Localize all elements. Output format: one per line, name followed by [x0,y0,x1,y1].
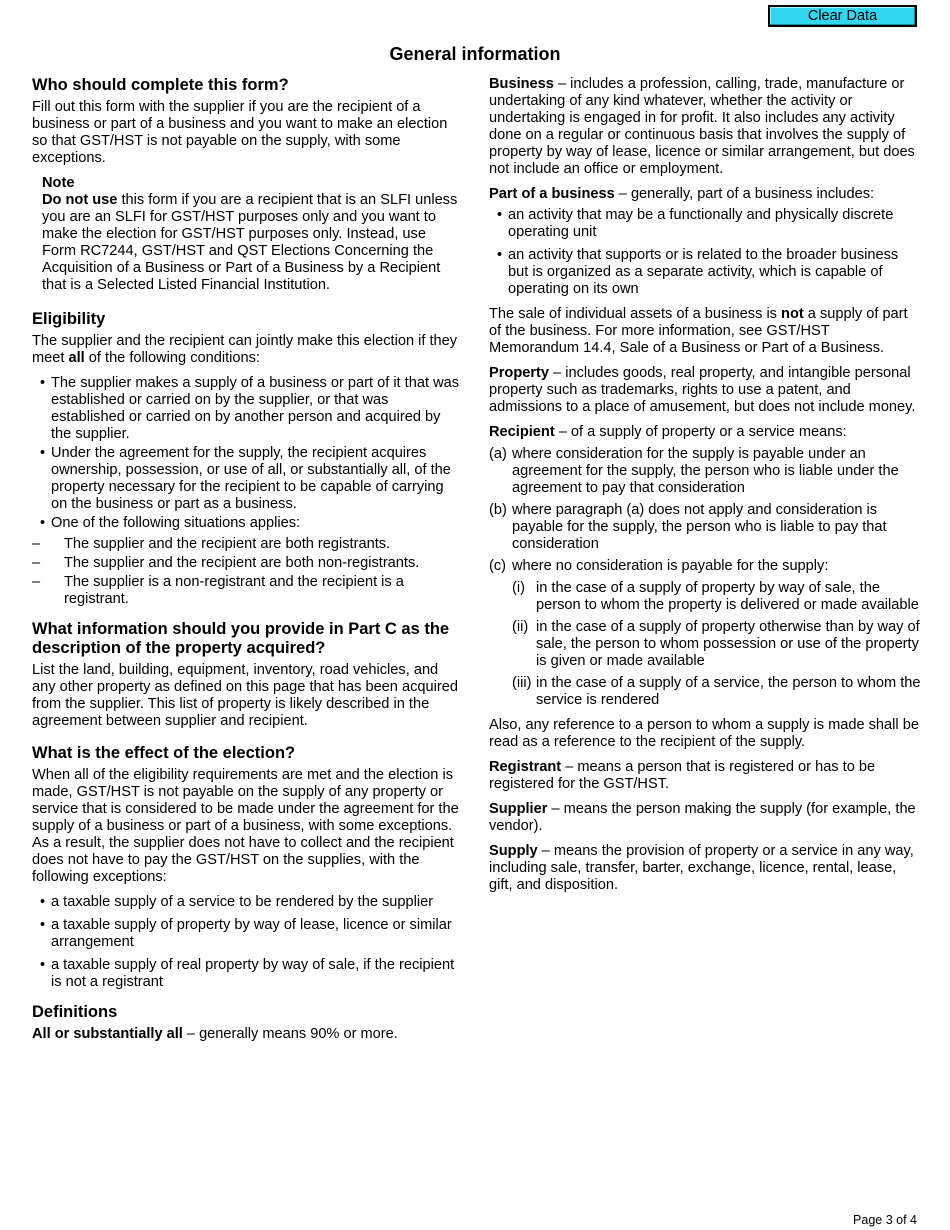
effect-heading: What is the effect of the election? [32,744,296,762]
definitions-heading: Definitions [32,1003,118,1021]
note-box [32,175,460,294]
def-all-substantially [32,1026,460,1043]
part-of-business-list [489,207,921,298]
left-column [32,76,460,1051]
info-body: List the land, building, equipment, inventory, road vehicles, and any other property as defined on this page that has been acquired from the supplier. This list of property is likely described in the agreement between supplier and recipient. [32,662,458,729]
def-business [489,76,921,178]
def-term: All or substantially all [32,1026,183,1042]
list-item: – The supplier and the recipient are both registrants. [32,536,460,553]
recipient-sublist [512,580,921,709]
item-marker: (a) [489,446,507,462]
def-text: – of a supply of property or a service means: [554,424,847,440]
def-supply [489,843,921,894]
who-heading: Who should complete this form? [32,76,289,94]
list-item [512,580,921,614]
page-number: Page 3 of 4 [853,1213,917,1227]
list-item: • an activity that may be a functionally and physically discrete operating unit [489,207,921,241]
page-title: General information [389,44,561,64]
effect-body: When all of the eligibility requirements are met and the election is made, GST/HST is not payable on the supply of any property or service that is considered to be made under the agreement for the supply of a business or part of a business, with some exceptions. As a result, the supplier does not have to collect and the recipient does not have to pay the GST/HST on the supplies, with the following exceptions: [32,767,459,885]
list-item [489,446,921,497]
right-column [489,76,921,902]
def-property [489,365,921,416]
item-marker: (ii) [512,619,529,635]
eligibility-list [32,375,460,532]
item-marker: (i) [512,580,525,596]
def-text: – generally, part of a business includes: [614,186,875,202]
list-item: • The supplier makes a supply of a business or part of it that was established or carried on by the supplier, or that was established or carried on by another person and acquired by the supplier. [32,375,460,443]
recipient-also: Also, any reference to a person to whom a supply is made shall be read as a reference to the recipient of the supply. [489,717,919,750]
note-title: Note [42,175,75,191]
item-text: where paragraph (a) does not apply and consideration is payable for the supply, the person who is liable to pay that consideration [512,502,887,552]
clear-data-button[interactable]: Clear Data [768,5,917,27]
list-item: • a taxable supply of a service to be rendered by the supplier [32,894,460,911]
info-heading: What information should you provide in Part C as the description of the property acquired? [32,620,450,657]
list-item: – The supplier and the recipient are both non-registrants. [32,555,460,572]
eligibility-intro-b: of the following conditions: [84,350,260,366]
def-supplier [489,801,921,835]
def-term: Business [489,76,554,92]
item-marker: (c) [489,558,507,574]
item-text: where consideration for the supply is payable under an agreement for the supply, the person who is liable under the agreement to pay that consideration [512,446,899,496]
list-item: • a taxable supply of real property by way of sale, if the recipient is not a registrant [32,957,460,991]
def-term: Property [489,365,550,381]
def-part-of-business [489,186,921,203]
sale-of-assets [489,306,921,357]
item-marker: (iii) [512,675,532,691]
def-text: – generally means 90% or more. [182,1026,398,1042]
list-item: – The supplier is a non-registrant and the recipient is a registrant. [32,574,460,608]
list-item [512,675,921,709]
situations-list [32,536,460,608]
eligibility-intro-a: The supplier and the recipient can jointly make this election if they meet [32,333,458,366]
sale-bold: not [781,306,804,322]
list-item: • a taxable supply of property by way of lease, licence or similar arrangement [32,917,460,951]
def-term: Supplier [489,801,548,817]
def-term: Part of a business [489,186,615,202]
def-term: Registrant [489,759,562,775]
def-text: – includes a profession, calling, trade, manufacture or undertaking of any kind whatever, whether the activity or undertaking is engaged in for profit. It also includes any activity done on a regular or continuous basis that involves the supply of property by way of lease, licence or similar arrangement, but does not include an office or employment. [489,76,915,177]
sale-b: a supply of part of the business. For more information, see GST/HST Memorandum 14.4, Sale of a Business or Part of a Business. [489,306,908,356]
item-text: where no consideration is payable for the supply: [512,558,829,574]
list-item [512,619,921,670]
def-registrant [489,759,921,793]
who-body: Fill out this form with the supplier if you are the recipient of a business or part of a business and you want to make an election so that GST/HST is not payable on the supply, with some exceptions. [32,99,448,166]
note-body: this form if you are a recipient that is an SLFI unless you are an SLFI for GST/HST purposes only and you want to make the election for GST/HST purposes only. Instead, use Form RC7244, GST/HST and QST Elections Concerning the Acquisition of a Business or Part of a Business by a Recipient that is a Selected Listed Financial Institution. [42,192,458,293]
list-item: • Under the agreement for the supply, the recipient acquires ownership, possession, or use of all, or substantially all, of the property necessary for the recipient to be capable of carrying on the business or part as a business. [32,445,460,513]
sale-a: The sale of individual assets of a business is [489,306,782,322]
def-term: Supply [489,843,538,859]
note-bold: Do not use [42,192,118,208]
def-text: – includes goods, real property, and intangible personal property such as trademarks, rights to use a patent, and admissions to a place of amusement, but does not include money. [489,365,916,415]
def-text: – means a person that is registered or has to be registered for the GST/HST. [489,759,876,792]
list-item [489,502,921,553]
list-item: • One of the following situations applies: [32,515,460,532]
item-text: in the case of a supply of property by way of sale, the person to whom the property is delivered or made available [536,580,919,613]
eligibility-intro [32,333,460,367]
item-marker: (b) [489,502,507,518]
item-text: in the case of a supply of a service, the person to whom the service is rendered [536,675,921,708]
item-text: in the case of a supply of property otherwise than by way of sale, the person to whom possession or use of the property is given or made available [536,619,920,669]
note-text [42,192,460,294]
def-recipient [489,424,921,441]
list-item: • an activity that supports or is related to the broader business but is organized as a separate activity, which is capable of operating on its own [489,247,921,298]
def-term: Recipient [489,424,555,440]
recipient-list [489,446,921,709]
list-item [489,558,921,709]
def-text: – means the provision of property or a service in any way, including sale, transfer, barter, exchange, licence, rental, lease, gift, and disposition. [489,843,914,893]
eligibility-intro-bold: all [68,350,85,366]
eligibility-heading: Eligibility [32,310,106,328]
def-text: – means the person making the supply (for example, the vendor). [489,801,916,834]
exceptions-list [32,894,460,991]
